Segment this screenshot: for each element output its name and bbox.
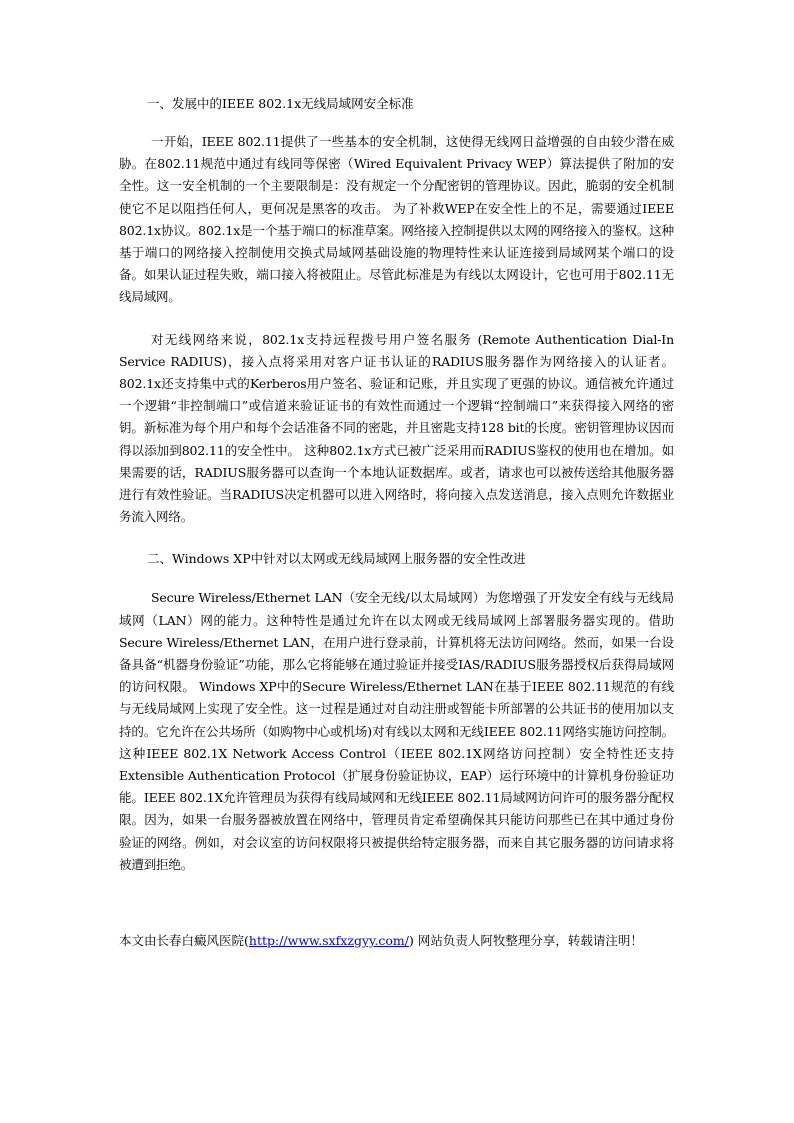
footer-prefix: 本文由长春白癜风医院( [119, 933, 249, 948]
footer-suffix: ) 网站负责人阿牧整理分享，转载请注明！ [408, 933, 643, 948]
section-heading: 一、发展中的IEEE 802.1x无线局域网安全标准 [147, 96, 414, 111]
footer-note [119, 930, 674, 952]
footer-link[interactable]: http://www.sxfxzgyy.com/ [248, 933, 409, 948]
paragraph: 一开始，IEEE 802.11提供了一些基本的安全机制，这使得无线网日益增强的自由较少潜在威胁。在802.11规范中通过有线同等保密（Wired Equivalent Privacy WEP）算法提供了附加的安全性。这一安全机制的一个主要限制是：没有规定一个分配密钥的管理协议。因此，脆弱的安全机制使它不足以阻挡任何人，更何况是黑客的攻击。 为了补救WEP在安全性上的不足，需要通过IEEE 802.1x协议。802.1x是一个基于端口的标准草案。网络接入控制提供以太网的网络接入的鉴权。这种基于端口的网络接入控制使用交换式局域网基础设施的物理特性来认证连接到局域网某个端口的设备。如果认证过程失败，端口接入将被阻止。尽管此标准是为有线以太网设计，它也可用于802.11无线局域网。 [119, 134, 674, 305]
document-body [119, 93, 674, 876]
paragraph: 对无线网络来说，802.1x支持远程拨号用户签名服务 (Remote Authentication Dial-In Service RADIUS)，接入点将采用对客户证书认证的RADIUS服务器作为网络接入的认证者。802.1x还支持集中式的Kerberos用户签名、验证和记账，并且实现了更强的协议。通信被允许通过一个逻辑“非控制端口”或信道来验证证书的有效性而通过一个逻辑“控制端口”来获得接入网络的密钥。新标准为每个用户和每个会话准备不同的密匙，并且密匙支持128 bit的长度。密钥管理协议因而得以添加到802.11的安全性中。 这种802.1x方式已被广泛采用而RADIUS鉴权的使用也在增加。如果需要的话，RADIUS服务器可以查询一个本地认证数据库。或者，请求也可以被传送给其他服务器进行有效性验证。当RADIUS决定机器可以进入网络时，将向接入点发送消息，接入点则允许数据业务流入网络。 [119, 331, 674, 525]
paragraph: Secure Wireless/Ethernet LAN（安全无线/以太局域网）为您增强了开发安全有线与无线局域网（LAN）网的能力。这种特性是通过允许在以太网或无线局域网上部署服务器实现的。借助Secure Wireless/Ethernet LAN，在用户进行登录前，计算机将无法访问网络。然而，如果一台设备具备“机器身份验证”功能，那么它将能够在通过验证并接受IAS/RADIUS服务器授权后获得局域网的访问权限。 Windows XP中的Secure Wireless/Ethernet LAN在基于IEEE 802.11规范的有线与无线局域网上实现了安全性。这一过程是通过对自动注册或智能卡所部署的公共证书的使用加以支持的。它允许在公共场所（如购物中心或机场)对有线以太网和无线IEEE 802.11网络实施访问控制。这种IEEE 802.1X Network Access Control（IEEE 802.1X网络访问控制）安全特性还支持Extensible Authentication Protocol（扩展身份验证协议，EAP）运行环境中的计算机身份验证功能。IEEE 802.1X允许管理员为获得有线局域网和无线IEEE 802.11局域网访问许可的服务器分配权限。因为，如果一台服务器被放置在网络中，管理员肯定希望确保其只能访问那些已在其中通过身份验证的网络。例如，对会议室的访问权限将只被提供给特定服务器，而来自其它服务器的访问请求将被遭到拒绝。 [119, 590, 674, 872]
section-heading: 二、Windows XP中针对以太网或无线局域网上服务器的安全性改进 [147, 551, 526, 567]
